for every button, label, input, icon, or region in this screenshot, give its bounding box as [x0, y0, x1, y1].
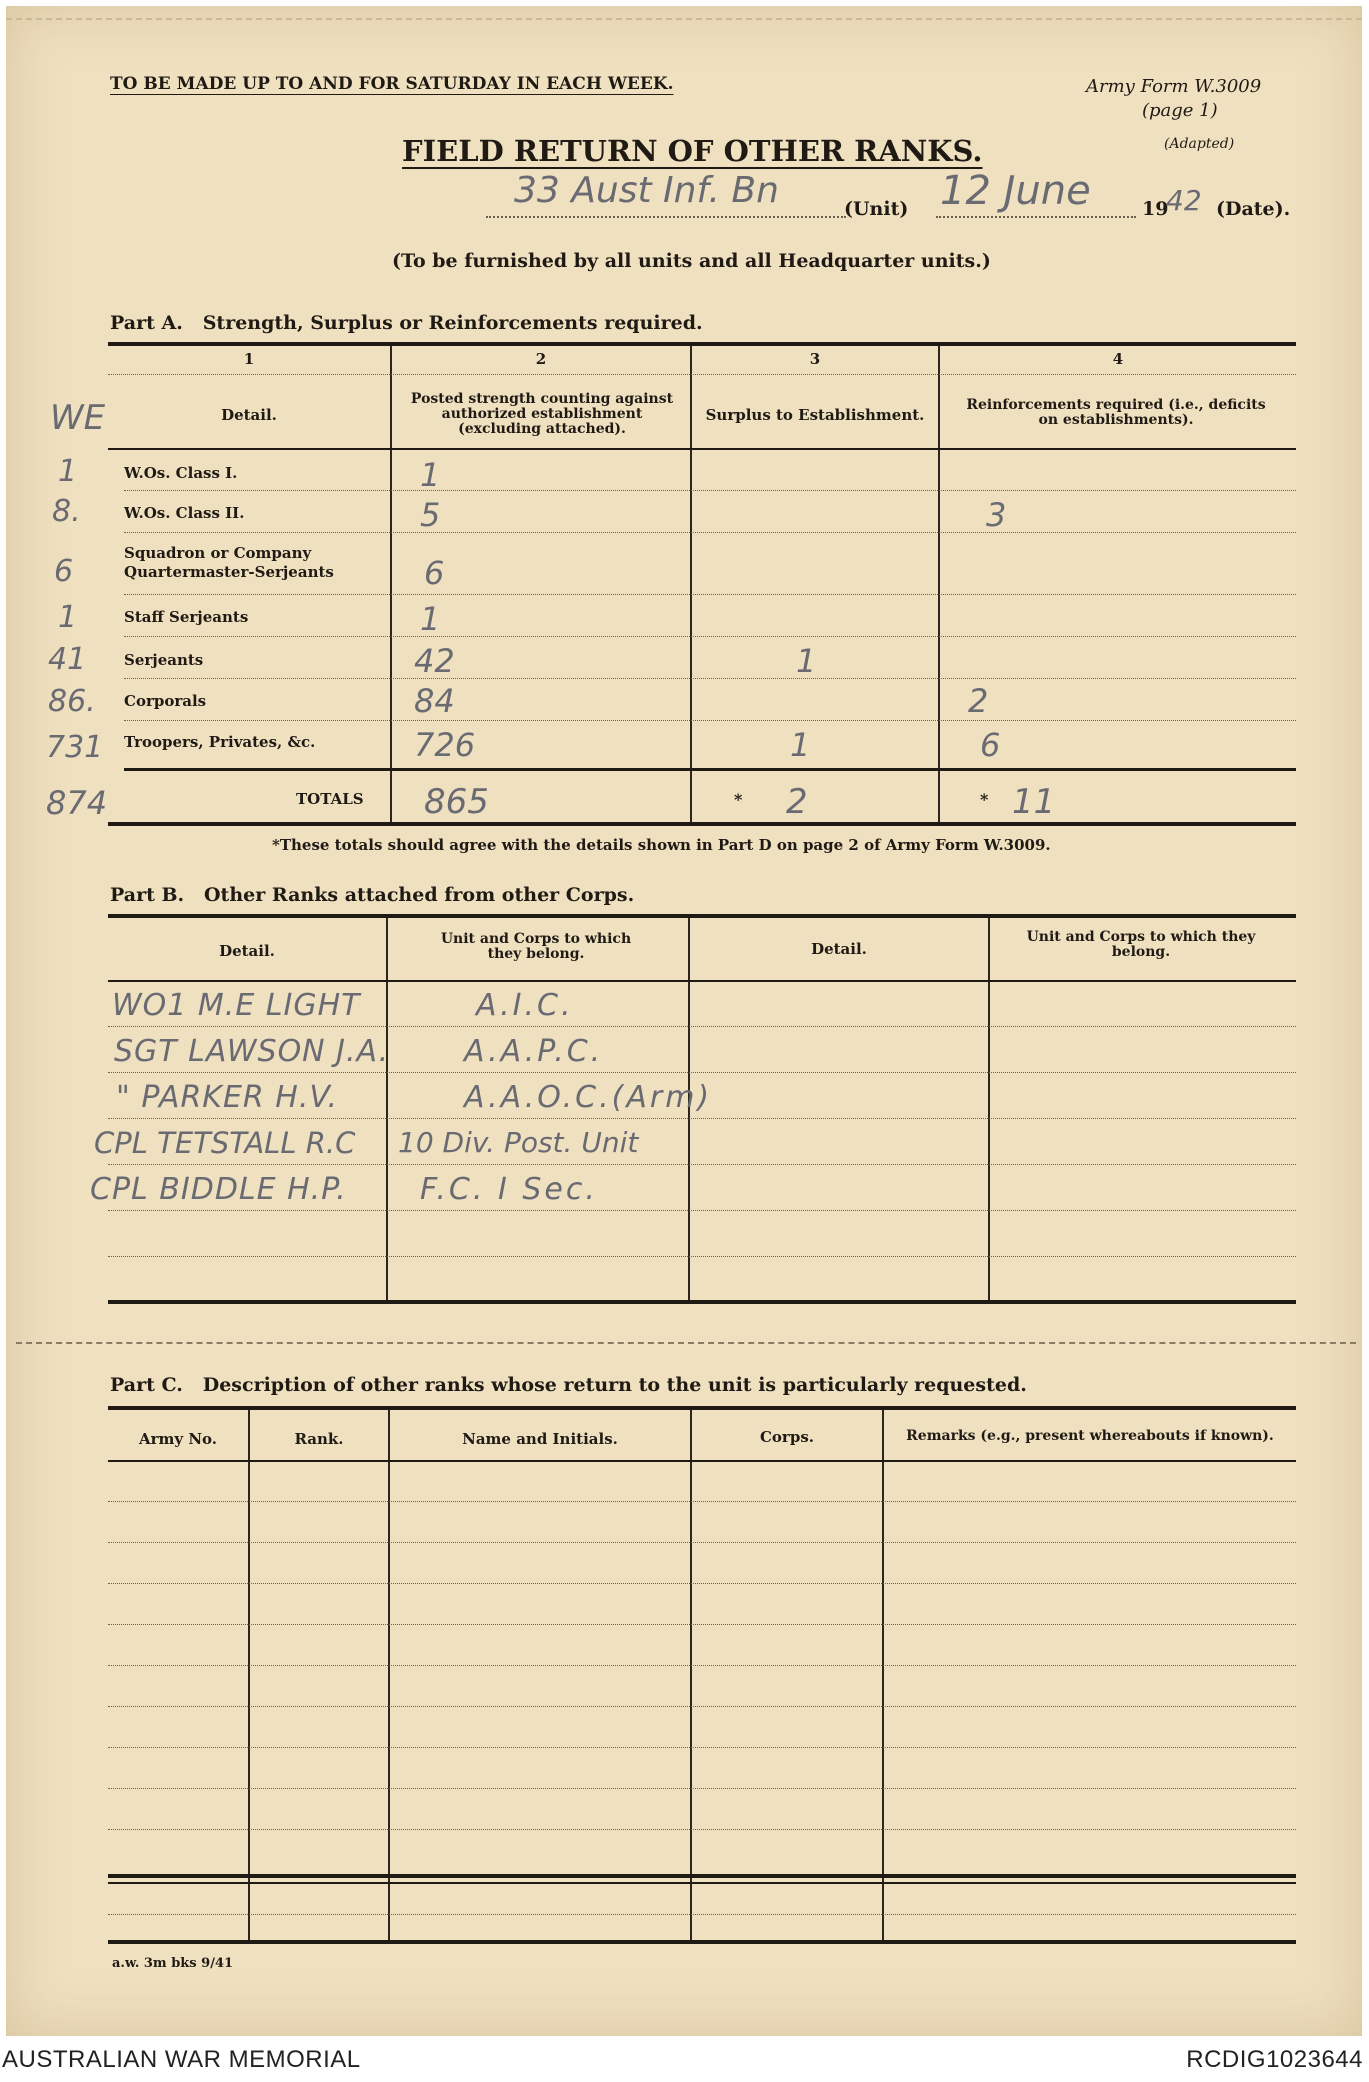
surplus-value: 1: [796, 642, 817, 680]
surplus-total: 2: [786, 782, 808, 822]
surplus-total-star: *: [734, 790, 743, 809]
row-detail: Serjeants: [124, 651, 204, 669]
part-b-header-detail-2: Detail.: [811, 940, 867, 958]
part-b-col-divider: [988, 918, 990, 1302]
date-label: (Date).: [1216, 198, 1291, 220]
part-a-heading: Part A. Strength, Surplus or Reinforcements required.: [110, 312, 703, 334]
subtitle: (To be furnished by all units and all Headquarter units.): [392, 250, 991, 272]
attached-detail: CPL TETSTALL R.C: [94, 1126, 356, 1160]
col-number-4: 4: [1112, 350, 1124, 368]
col-number-rule: [108, 374, 1296, 375]
part-c-row-rule: [108, 1747, 1296, 1748]
posted-value: 84: [414, 682, 455, 720]
we-label: WE: [50, 398, 106, 438]
part-b-row-rule: [108, 1256, 1296, 1257]
part-b-bottom-rule: [108, 1300, 1296, 1304]
row-rule: [124, 678, 1296, 679]
unit-label: (Unit): [844, 198, 909, 220]
part-c-row-rule: [108, 1829, 1296, 1830]
part-c-header-army-no: Army No.: [138, 1430, 218, 1448]
footer-right: RCDIG1023644: [1186, 2046, 1363, 2073]
part-c-row-rule: [108, 1501, 1296, 1502]
we-value: 41: [48, 642, 87, 677]
form-title: FIELD RETURN OF OTHER RANKS.: [402, 134, 983, 168]
reinforcements-total-star: *: [980, 790, 989, 809]
part-c-header-rank: Rank.: [294, 1430, 344, 1448]
part-c-row-rule: [108, 1583, 1296, 1584]
part-c-row-rule: [108, 1542, 1296, 1543]
col-number-2: 2: [535, 350, 547, 368]
totals-label: TOTALS: [296, 790, 364, 808]
part-b-header-unit-2: Unit and Corps to which they belong.: [1026, 929, 1256, 960]
we-value: 731: [46, 730, 104, 765]
date-dotline: [936, 216, 1136, 218]
part-c-bottom-rule: [108, 1940, 1296, 1944]
part-b-row-rule: [108, 1164, 1296, 1165]
footer-left: AUSTRALIAN WAR MEMORIAL: [2, 2046, 361, 2073]
posted-total: 865: [424, 782, 489, 822]
attached-detail: CPL BIDDLE H.P.: [90, 1172, 347, 1207]
posted-value: 1: [420, 456, 441, 494]
part-c-top-rule: [108, 1406, 1296, 1410]
row-detail: Troopers, Privates, &c.: [124, 733, 316, 751]
attached-unit: F.C. I Sec.: [420, 1172, 598, 1207]
part-c-col-divider: [248, 1410, 250, 1942]
part-c-header-corps: Corps.: [759, 1428, 814, 1446]
posted-value: 6: [424, 554, 445, 592]
attached-detail: " PARKER H.V.: [116, 1080, 339, 1115]
reinforcements-total: 11: [1012, 782, 1056, 822]
col-header-reinforcements: Reinforcements required (i.e., deficits on establishments).: [966, 397, 1266, 428]
row-rule: [124, 636, 1296, 637]
part-b-row-rule: [108, 1118, 1296, 1119]
print-code: a.w. 3m bks 9/41: [112, 1956, 234, 1971]
row-detail: Squadron or Company Quartermaster-Serjeants: [124, 544, 334, 581]
row-detail: W.Os. Class II.: [124, 504, 245, 522]
part-c-header-name: Name and Initials.: [462, 1430, 618, 1448]
year-prefix: 19: [1142, 198, 1169, 220]
part-a-bottom-rule: [108, 822, 1296, 826]
part-a-col-divider: [390, 346, 392, 822]
part-c-col-divider: [690, 1410, 692, 1942]
part-b-header-detail: Detail.: [219, 942, 275, 960]
reinforcements-value: 2: [968, 682, 989, 720]
top-perforation: [6, 18, 1362, 20]
part-c-header-rule: [108, 1460, 1296, 1462]
part-c-row-rule: [108, 1624, 1296, 1625]
attached-unit: A.A.O.C.(Arm): [464, 1080, 713, 1115]
col-number-1: 1: [243, 350, 255, 368]
header-rule: [108, 448, 1296, 450]
part-b-heading: Part B. Other Ranks attached from other Corps.: [110, 884, 635, 906]
form-name: Army Form W.3009: [1086, 76, 1262, 97]
part-c-row-rule: [108, 1914, 1296, 1915]
col-header-posted: Posted strength counting against authorized establishment (excluding attached).: [410, 391, 674, 437]
totals-footnote: *These totals should agree with the details shown in Part D on page 2 of Army Form W.3009.: [272, 836, 1051, 854]
col-header-detail: Detail.: [221, 406, 277, 424]
part-b-row-rule: [108, 1072, 1296, 1073]
reinforcements-value: 3: [986, 496, 1007, 534]
unit-value: 33 Aust Inf. Bn: [514, 170, 779, 211]
part-b-header-rule: [108, 980, 1296, 982]
part-c-double-rule-2: [108, 1882, 1296, 1884]
posted-value: 1: [420, 600, 441, 638]
tear-line: [16, 1342, 1356, 1344]
we-value: 86.: [48, 684, 96, 719]
instruction-text: TO BE MADE UP TO AND FOR SATURDAY IN EACH WEEK.: [110, 74, 674, 94]
attached-detail: WO1 M.E LIGHT: [112, 988, 361, 1023]
year-value: 42: [1166, 184, 1202, 217]
date-value: 12 June: [940, 168, 1091, 214]
row-rule: [124, 594, 1296, 595]
posted-value: 726: [414, 726, 476, 764]
form-paper: [6, 6, 1362, 2036]
part-c-header-remarks: Remarks (e.g., present whereabouts if known).: [906, 1428, 1274, 1444]
part-b-row-rule: [108, 1210, 1296, 1211]
part-a-col-divider: [938, 346, 940, 822]
part-c-col-divider: [388, 1410, 390, 1942]
adapted-label: (Adapted): [1164, 136, 1235, 152]
row-rule: [124, 490, 1296, 491]
we-value: 1: [58, 600, 78, 635]
part-b-top-rule: [108, 914, 1296, 918]
attached-detail: SGT LAWSON J.A.: [114, 1034, 390, 1069]
col-number-3: 3: [809, 350, 821, 368]
part-c-heading: Part C. Description of other ranks whose return to the unit is particularly requested.: [110, 1374, 1027, 1396]
part-c-row-rule: [108, 1706, 1296, 1707]
part-b-header-unit: Unit and Corps to which they belong.: [440, 931, 632, 962]
we-value: 6: [54, 554, 74, 589]
unit-dotline: [486, 216, 846, 218]
part-c-row-rule: [108, 1788, 1296, 1789]
row-rule: [124, 532, 1296, 533]
we-value: 8.: [52, 494, 81, 529]
reinforcements-value: 6: [980, 726, 1001, 764]
part-c-double-rule: [108, 1874, 1296, 1878]
posted-value: 42: [414, 642, 455, 680]
part-b-col-divider: [386, 918, 388, 1302]
attached-unit: A.A.P.C.: [464, 1034, 604, 1069]
row-detail: Corporals: [124, 692, 207, 710]
part-b-row-rule: [108, 1026, 1296, 1027]
part-a-top-rule: [108, 342, 1296, 346]
form-page: (page 1): [1142, 100, 1218, 121]
totals-top-rule: [124, 768, 1296, 771]
col-header-surplus: Surplus to Establishment.: [705, 406, 925, 424]
surplus-value: 1: [790, 726, 811, 764]
row-detail: Staff Serjeants: [124, 608, 249, 626]
attached-unit: 10 Div. Post. Unit: [398, 1126, 639, 1159]
posted-value: 5: [420, 496, 441, 534]
part-c-col-divider: [882, 1410, 884, 1942]
row-rule: [124, 720, 1296, 721]
attached-unit: A.I.C.: [476, 988, 574, 1023]
part-c-row-rule: [108, 1665, 1296, 1666]
we-value: 1: [58, 454, 78, 489]
we-total: 874: [46, 784, 108, 822]
row-detail: W.Os. Class I.: [124, 464, 238, 482]
